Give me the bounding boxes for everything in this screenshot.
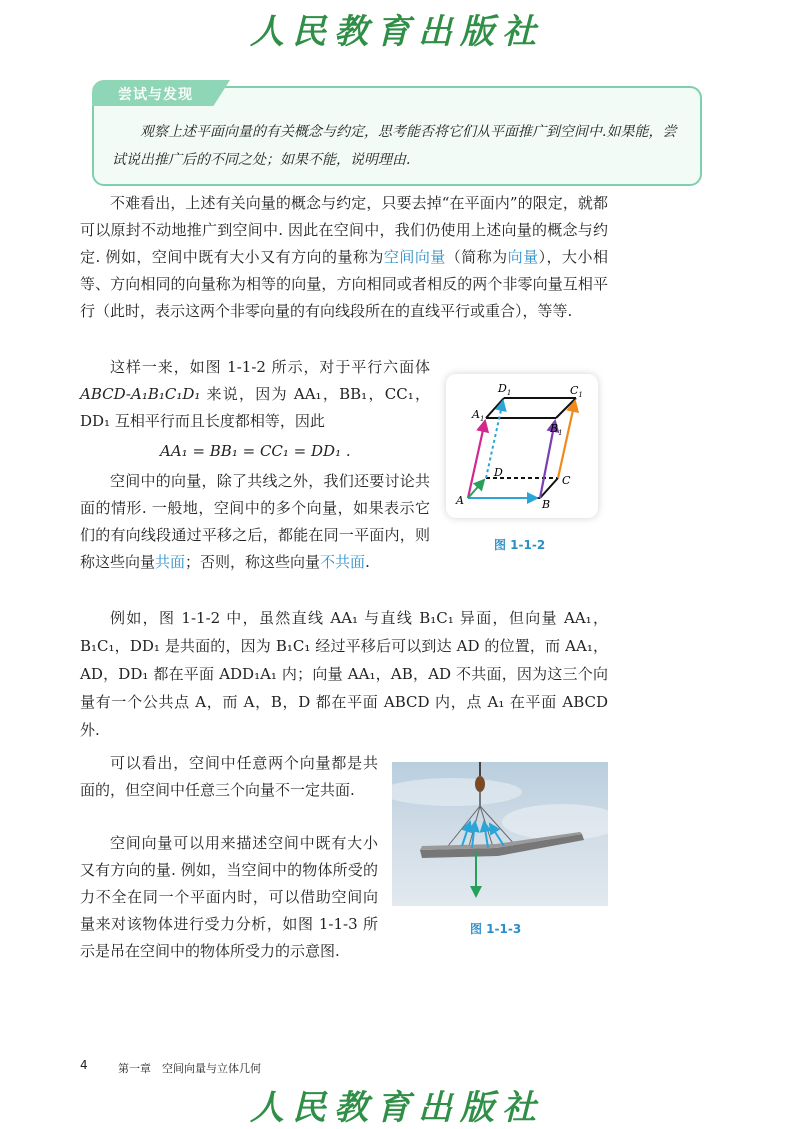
label-C1: $C_1$ [570,384,583,399]
para1-text-c: ），大小相等、方向相同的向量称为相等的向量，方向相同或者相反的两个非零向量互相平行（此时，表示这两个非零向量的有向线段所在的直线平行或重合），等等. [80,248,608,320]
term-space-vector: 空间向量 [383,248,446,266]
paragraph-6: 空间向量可以用来描述空间中既有大小又有方向的量. 例如，当空间中的物体所受的力不全在同一个平面内时，可以借助空间向量来对该物体进行受力分析，如图 1-1-3 所示是吊在空间中的物体所受力的示意图. [80,834,378,960]
para1-text-a: 不难看出，上述有关向量的概念与约定，只要去掉“在平面内”的限定，就都可以原封不动地推广到空间中. 因此在空间中，我们仍使用上述向量的概念与约定. 例如，空间中既有大小又有方向的量称为 [80,194,608,266]
para3-text-c: . [365,553,370,571]
page-number: 4 [80,1058,88,1072]
figure-suspended-object-photo [392,762,608,906]
publisher-logo-top: 人民教育出版社 [250,12,544,52]
label-D: D [494,466,503,479]
callout-body: 观察上述平面向量的有关概念与约定，思考能否将它们从平面推广到空间中.如果能，尝试说出推广后的不同之处；如果不能，说明理由. [112,124,677,168]
paragraph-1 [80,190,608,325]
figure-1-1-2-caption: 图 1-1-2 [494,538,546,552]
label-D1: $D_1$ [498,382,512,397]
term-non-coplanar: 不共面 [320,553,366,571]
term-coplanar: 共面 [155,553,186,571]
paragraph-3 [80,468,430,576]
paragraph-4: 例如，图 1-1-2 中，虽然直线 AA₁ 与直线 B₁C₁ 异面，但向量 AA₁，B₁C₁，DD₁ 是共面的，因为 B₁C₁ 经过平移后可以到达 AD 的位置，而 AA₁，AD，DD₁ 都在平面 ADD₁A₁ 内；向量 AA₁，AB，AD 不共面，因为这三个向量有一个公共点 A，而 A，B，D 都在平面 ABCD 内，点 A₁ 在平面 ABCD 外. [80,609,608,739]
para3-text-a: 空间中的向量，除了共线之外，我们还要讨论共面的情形. 一般地，空间中的多个向量，如果表示它们的有向线段通过平移之后，都能在同一平面内，则称这些向量 [80,472,430,571]
label-B1: $B_1$ [550,422,563,437]
footer-chapter-title: 第一章 空间向量与立体几何 [118,1062,261,1075]
figure-1-1-3-caption: 图 1-1-3 [470,922,522,936]
vector-equation: AA₁ = BB₁ = CC₁ = DD₁ . [160,442,351,460]
term-vector: 向量 [507,248,539,266]
force-diagram [392,762,608,906]
para2-text-b: 来说，因为 AA₁，BB₁，CC₁，DD₁ 互相平行而且长度都相等，因此 [80,385,430,430]
callout-tab-label: 尝试与发现 [118,87,193,103]
label-A: A [456,494,464,507]
para2-text-a: 这样一来，如图 1-1-2 所示，对于平行六面体 [110,358,430,376]
parallelepiped-name: ABCD-A₁B₁C₁D₁ [80,385,201,403]
label-C: C [562,474,571,487]
label-A1: $A_1$ [472,408,485,423]
para1-text-b: （简称为 [445,248,508,266]
parallelepiped-diagram [446,374,598,518]
label-B: B [542,498,551,511]
paragraph-5: 可以看出，空间中任意两个向量都是共面的，但空间中任意三个向量不一定共面. [80,754,378,799]
para3-text-b: ；否则，称这些向量 [185,553,321,571]
publisher-logo-bottom: 人民教育出版社 [250,1088,544,1128]
figure-parallelepiped [446,374,598,518]
paragraph-2 [80,354,430,435]
